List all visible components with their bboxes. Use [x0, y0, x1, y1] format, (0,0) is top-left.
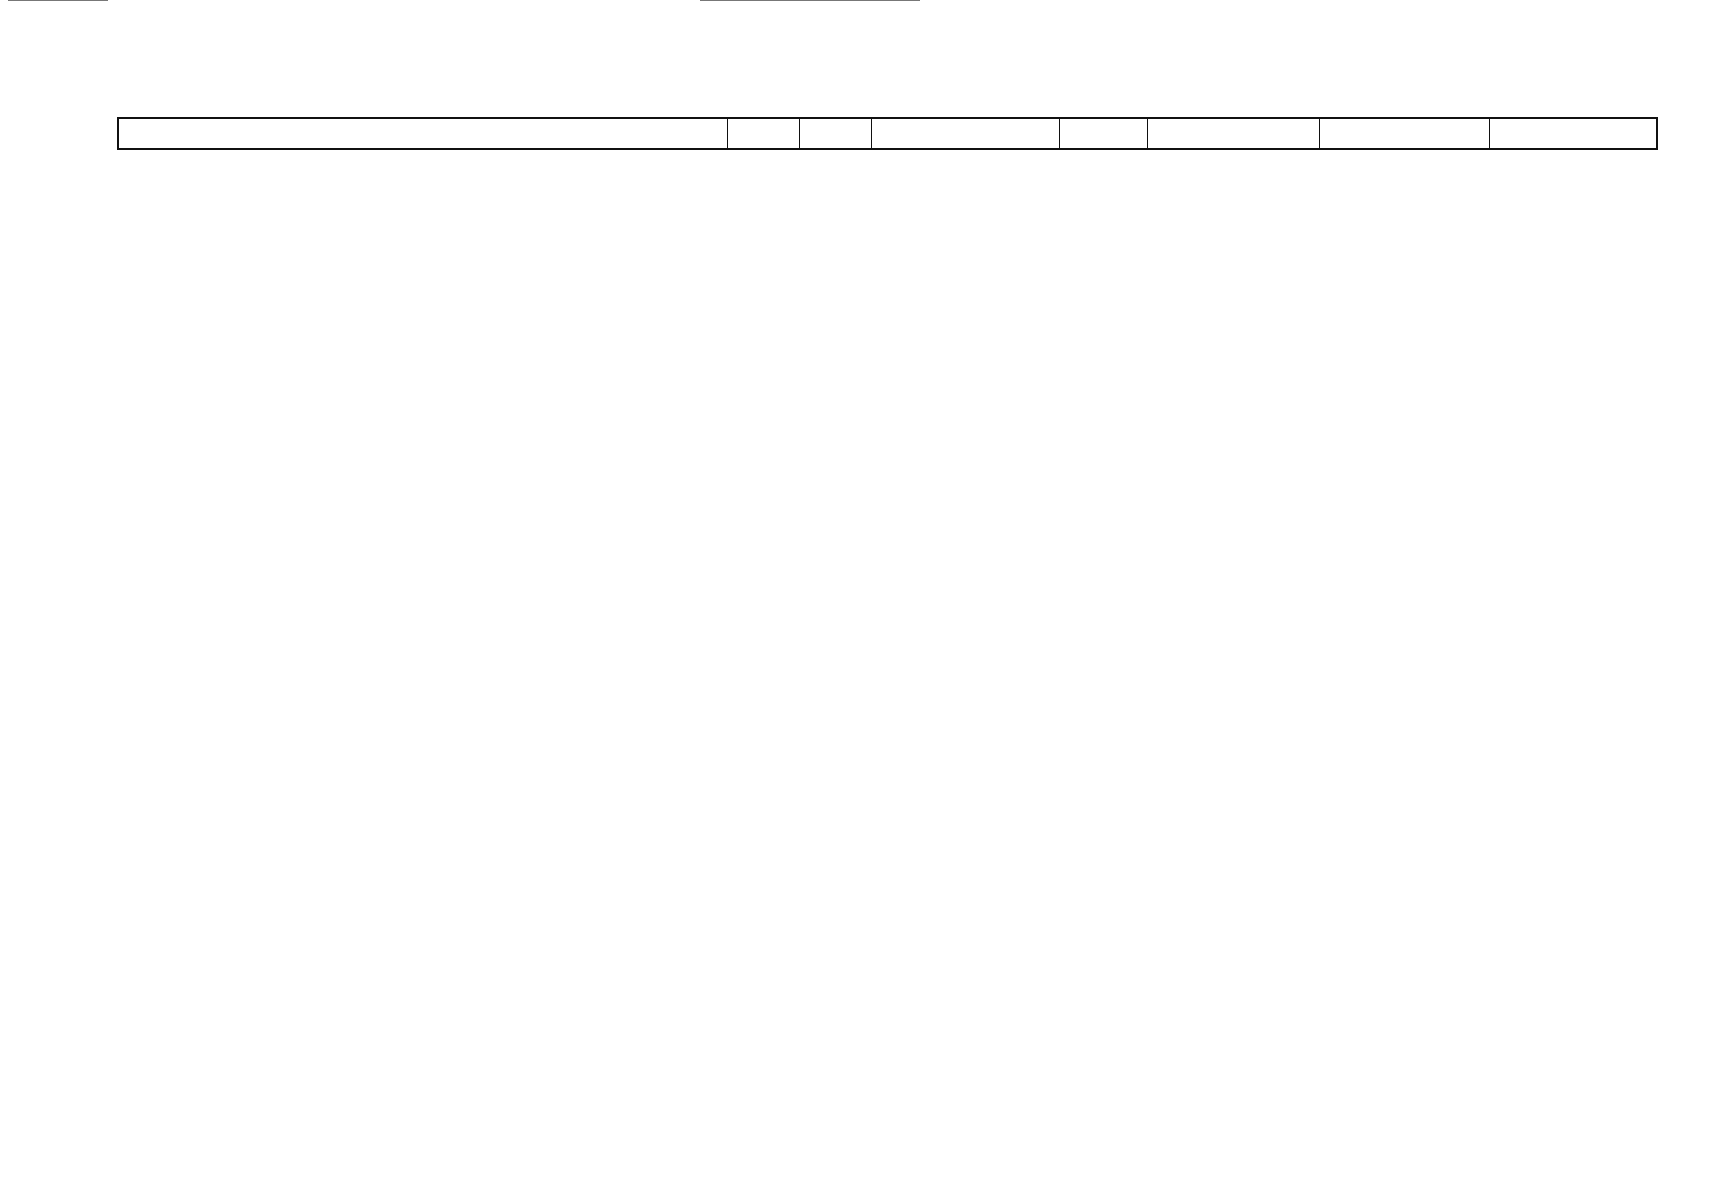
column-header-6 [1147, 119, 1320, 148]
column-header-7 [1319, 119, 1490, 148]
column-header-3 [799, 119, 872, 148]
column-header-2 [727, 119, 800, 148]
column-header-8 [1489, 119, 1657, 148]
scan-artifact-line [8, 0, 108, 1]
column-header-5 [1059, 119, 1148, 148]
column-header-1 [119, 119, 727, 148]
column-header-4 [871, 119, 1060, 148]
scan-artifact-line [700, 0, 920, 1]
table-header [117, 117, 1658, 150]
